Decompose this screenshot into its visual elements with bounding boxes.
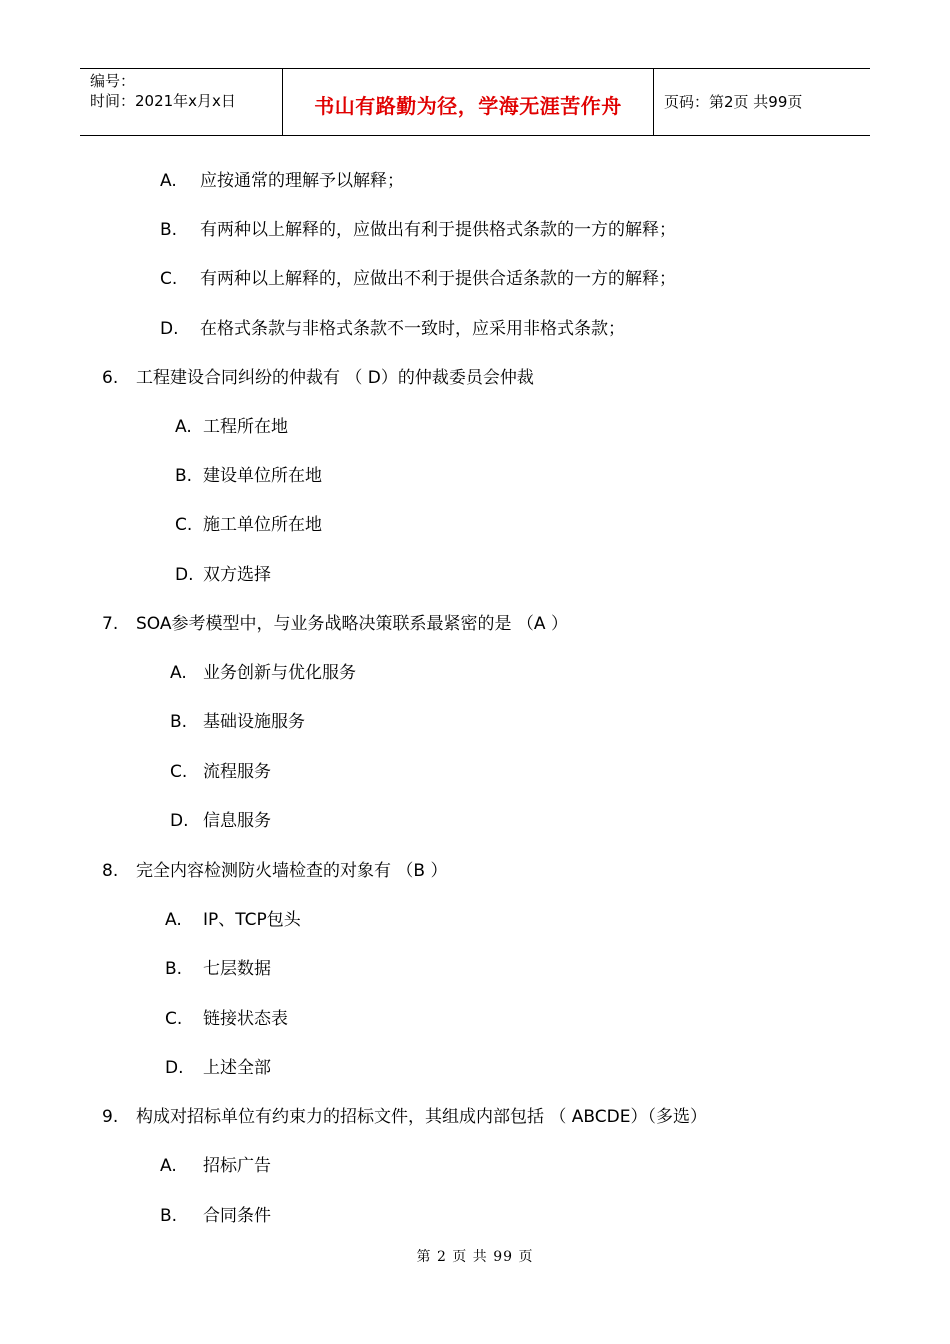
header-left-cell	[80, 69, 282, 135]
option-label: C.	[175, 515, 193, 535]
option-label: A.	[160, 171, 177, 191]
question-text: 完全内容检测防火墙检查的对象有 （B ）	[136, 861, 448, 881]
option-label: B.	[165, 959, 183, 979]
option-text: 有两种以上解释的，应做出不利于提供合适条款的一方的解释；	[200, 269, 676, 289]
option-text: 工程所在地	[203, 417, 288, 437]
option-label: A.	[165, 910, 182, 930]
option-label: D.	[165, 1058, 184, 1078]
question-number: 9.	[102, 1107, 119, 1127]
option-text: 在格式条款与非格式条款不一致时，应采用非格式条款；	[200, 319, 625, 339]
option-label: D.	[170, 811, 189, 831]
option-text: 双方选择	[203, 565, 271, 585]
option-label: B.	[175, 466, 193, 486]
option-text: 招标广告	[203, 1156, 271, 1176]
time-label: 时间：2021年x月x日	[90, 92, 236, 110]
option-label: C.	[170, 762, 188, 782]
question-number: 6.	[102, 368, 119, 388]
page-footer: 第 2 页 共 99 页	[416, 1249, 534, 1265]
option-text: 施工单位所在地	[203, 515, 322, 535]
option-text: 七层数据	[203, 959, 271, 979]
option-label: A.	[175, 417, 192, 437]
header-middle-cell	[282, 69, 654, 135]
option-label: C.	[165, 1009, 183, 1029]
option-label: D.	[160, 319, 179, 339]
option-text: 基础设施服务	[203, 712, 305, 732]
number-label: 编号：	[90, 72, 136, 90]
question-text: SOA参考模型中，与业务战略决策联系最紧密的是 （A ）	[136, 614, 568, 634]
option-text: 链接状态表	[203, 1009, 288, 1029]
page-info: 页码：第2页 共99页	[664, 93, 803, 111]
option-label: D.	[175, 565, 194, 585]
option-text: 有两种以上解释的，应做出有利于提供格式条款的一方的解释；	[200, 220, 676, 240]
option-text: 流程服务	[203, 762, 271, 782]
option-label: B.	[160, 220, 178, 240]
option-text: 上述全部	[203, 1058, 271, 1078]
option-label: C.	[160, 269, 178, 289]
option-text: 信息服务	[203, 811, 271, 831]
option-label: A.	[170, 663, 187, 683]
option-text: 应按通常的理解予以解释；	[200, 171, 404, 191]
option-text: 业务创新与优化服务	[203, 663, 356, 683]
option-text: 合同条件	[203, 1206, 271, 1226]
question-number: 7.	[102, 614, 119, 634]
option-label: B.	[160, 1206, 178, 1226]
option-text: 建设单位所在地	[203, 466, 322, 486]
question-number: 8.	[102, 861, 119, 881]
header-right-cell	[654, 69, 870, 135]
option-label: B.	[170, 712, 188, 732]
option-text: IP、TCP包头	[203, 910, 301, 930]
option-label: A.	[160, 1156, 177, 1176]
document-header	[80, 68, 870, 136]
motto-text: 书山有路勤为径，学海无涯苦作舟	[314, 93, 622, 118]
question-text: 构成对招标单位有约束力的招标文件，其组成内部包括 （ ABCDE）（多选）	[136, 1107, 708, 1127]
question-text: 工程建设合同纠纷的仲裁有 （ D）的仲裁委员会仲裁	[136, 368, 534, 388]
